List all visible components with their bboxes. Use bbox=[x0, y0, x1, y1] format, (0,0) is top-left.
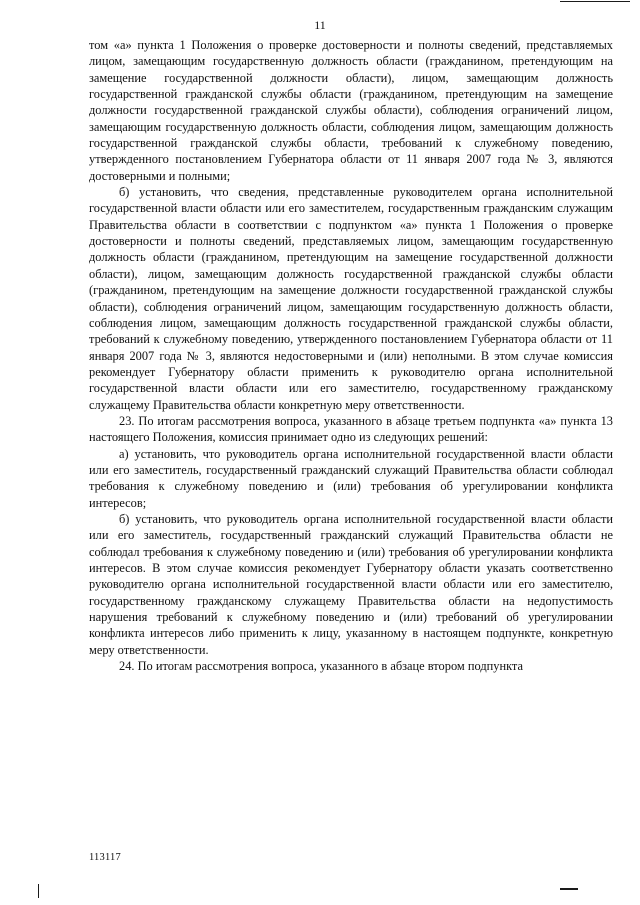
paragraph-cont: том «а» пункта 1 Положения о проверке достоверности и полноты сведений, представляемых лицом, замещающим государственную должность области (гражданином, претендующим на замещение государственной должности области), лицом, замещающим должность государственной гражданской службы области (гражданином, претендующим на замещение должности государственной гражданской службы области), соблюдения ограничений лицом, замещающим государственную должность области, соблюдения лицом, замещающим должность государственной гражданской службы области, требований к служебному поведению, утвержденного постановлением Губернатора области от 11 января 2007 года № 3, являются достоверными и полными; bbox=[89, 38, 613, 183]
scan-mark-top-right bbox=[560, 1, 630, 2]
paragraph-b1: б) установить, что сведения, представленные руководителем органа исполнительной государственной власти области или его заместителем, государственным гражданским служащим Правительства области в соответствии с подпунктом «а» пункта 1 Положения о проверке достоверности и полноты сведений, представляемых лицом, замещающим государственную должность области (гражданином, претендующим на замещение государственной должности области), лицом, замещающим должность государственной гражданской службы области (гражданином, претендующим на замещение должности государственной гражданской службы области), соблюдения ограничений лицом, замещающим государственную должность области, соблюдения лицом, замещающим должность государственной гражданской службы области, требований к служебному поведению, утвержденного постановлением Губернатора области от 11 января 2007 года № 3, являются недостоверными и (или) неполными. В этом случае комиссия рекомендует Губернатору области применить к руководителю органа исполнительной государственной власти области или его заместителю, государственному гражданскому служащему Правительства области конкретную меру ответственности. bbox=[89, 185, 613, 412]
paragraph-b23: б) установить, что руководитель органа исполнительной государственной власти области или его заместитель, государственный гражданский служащий Правительства области не соблюдал требования к служебному поведению и (или) требования об урегулировании конфликта интересов. В этом случае комиссия рекомендует Губернатору области указать соответственно руководителю органа исполнительной государственной власти области или его заместителю, государственному гражданскому служащему Правительства области на недопустимость нарушения требований к служебному поведению и (или) требований об урегулировании конфликта интересов либо применить к лицу, указанному в настоящем подпункте, конкретную меру ответственности. bbox=[89, 511, 613, 657]
footer-document-code: 113117 bbox=[89, 852, 121, 863]
scan-mark-bottom-left bbox=[38, 884, 39, 898]
body-text bbox=[89, 37, 613, 674]
page-number: 11 bbox=[314, 18, 326, 32]
paragraph-p24: 24. По итогам рассмотрения вопроса, указанного в абзаце втором подпункта bbox=[119, 659, 524, 674]
scan-mark-bottom-right bbox=[560, 888, 578, 890]
paragraph-a23: а) установить, что руководитель органа исполнительной государственной власти области или его заместитель, государственный гражданский служащий Правительства области соблюдал требования к служебному поведению и (или) требования об урегулировании конфликта интересов; bbox=[89, 446, 613, 510]
paragraph-p23: 23. По итогам рассмотрения вопроса, указанного в абзаце третьем подпункта «а» пункта 13 настоящего Положения, комиссия принимает одно из следующих решений: bbox=[89, 413, 613, 445]
